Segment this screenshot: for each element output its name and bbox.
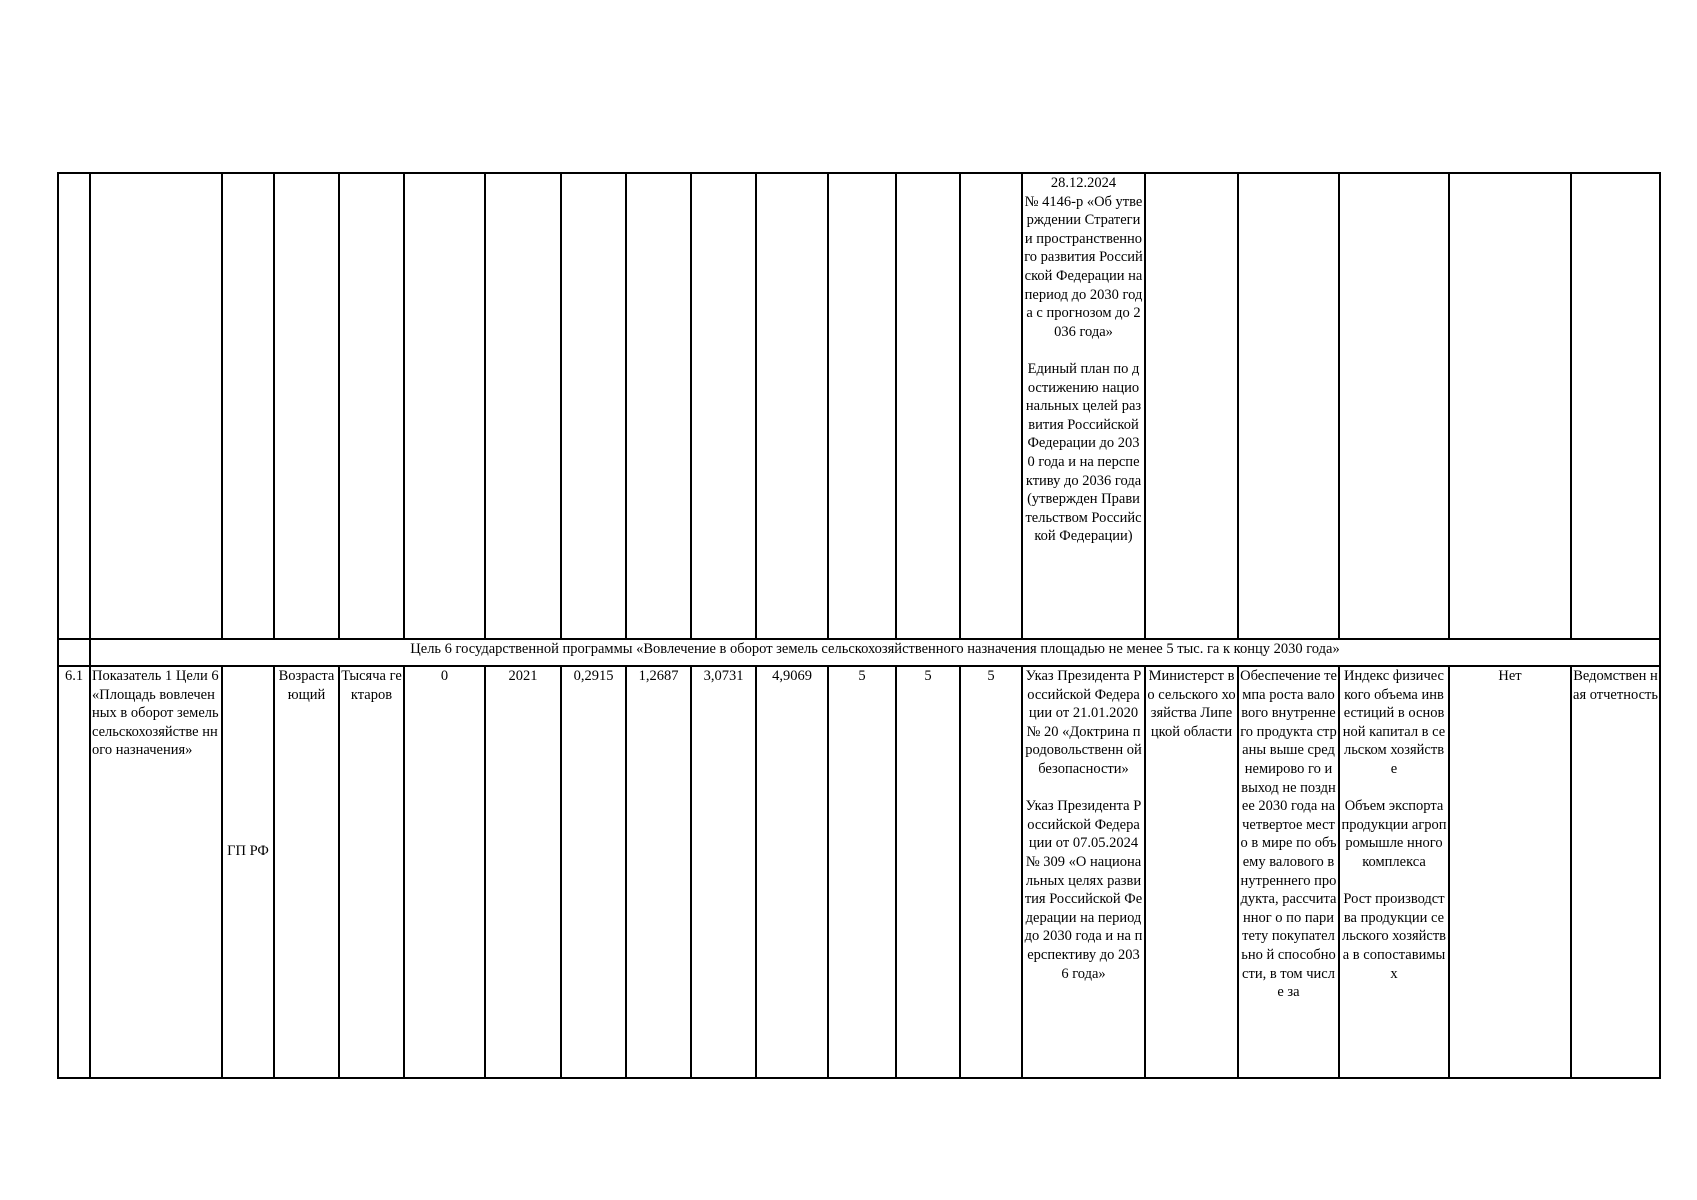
cell-empty — [828, 173, 896, 639]
indicator-basis-documents — [1022, 666, 1145, 1078]
related-indicator-production: Рост производства продукции сельского хозяйства в сопоставимых — [1341, 891, 1447, 982]
indicator-number: 6.1 — [58, 666, 90, 1078]
cell-empty — [274, 173, 339, 639]
goal-row — [58, 639, 1660, 666]
base-year: 2021 — [485, 666, 561, 1078]
related-indicator-export: Объем экспорта продукции агропромышле нного комплекса — [1341, 798, 1447, 870]
basis-strategy-line: № 4146-р «Об утверждении Стратегии пространственно го развития Российской Федерации на период до 2030 года с прогнозом до 2036 года» — [1024, 193, 1143, 340]
indicators-table — [57, 172, 1661, 1079]
cell-empty — [756, 173, 828, 639]
basis-date-line: 28.12.2024 — [1050, 175, 1117, 191]
basis-documents-continued — [1022, 173, 1145, 639]
value-year-1: 0,2915 — [561, 666, 626, 1078]
goal-title: Цель 6 государственной программы «Вовлечение в оборот земель сельскохозяйственного назначения площадью не менее 5 тыс. га к концу 2030 года» — [90, 639, 1660, 666]
basis-decree-national-goals: Указ Президента Российской Федерации от 07.05.2024 № 309 «О национальных целях развития Российской Федерации на период до 2030 года и на перспективу до 2036 года» — [1024, 798, 1143, 982]
cell-empty — [58, 639, 90, 666]
indicator-name: Показатель 1 Цели 6 «Площадь вовлеченных в оборот земель сельскохозяйстве нного назначения» — [90, 666, 222, 1078]
indicator-trend: Возраста ющий — [274, 666, 339, 1078]
cell-empty — [485, 173, 561, 639]
cell-empty — [90, 173, 222, 639]
cell-empty — [58, 173, 90, 639]
data-source: Ведомствен ная отчетность — [1571, 666, 1660, 1078]
cell-empty — [960, 173, 1022, 639]
cell-empty — [1145, 173, 1238, 639]
responsible-body: Министерст во сельского хозяйства Липецкой области — [1145, 666, 1238, 1078]
cell-empty — [896, 173, 960, 639]
value-year-4: 4,9069 — [756, 666, 828, 1078]
value-year-5: 5 — [828, 666, 896, 1078]
national-goal-text: Обеспечение темпа роста валового внутреннего продукта страны выше среднемирово го и выход не позднее 2030 года на четвертое место в мире по объему валового внутреннего продукта, рассчитанног о по паритету покупательно й способности, в том числе за — [1240, 668, 1337, 1001]
related-indicator-investments: Индекс физического объема инвестиций в основной капитал в сельском хозяйстве — [1342, 668, 1446, 777]
cell-empty — [1339, 173, 1449, 639]
cell-empty — [339, 173, 404, 639]
cell-empty — [1571, 173, 1660, 639]
continuation-row — [58, 173, 1660, 639]
gis-flag: Нет — [1449, 666, 1571, 1078]
value-year-3: 3,0731 — [691, 666, 756, 1078]
basis-decree-doctrine: Указ Президента Российской Федерации от 21.01.2020 № 20 «Доктрина продовольственн ой безопасности» — [1025, 668, 1142, 777]
cell-empty — [1238, 173, 1339, 639]
cell-empty — [404, 173, 485, 639]
indicator-level-text: ГП РФ — [227, 843, 269, 859]
related-indicators — [1339, 666, 1449, 1078]
indicator-level — [222, 666, 274, 1078]
base-value: 0 — [404, 666, 485, 1078]
cell-empty — [626, 173, 691, 639]
national-goal-link — [1238, 666, 1339, 1078]
cell-empty — [222, 173, 274, 639]
indicator-unit: Тысяча гектаров — [339, 666, 404, 1078]
cell-empty — [1449, 173, 1571, 639]
value-year-6: 5 — [896, 666, 960, 1078]
cell-empty — [561, 173, 626, 639]
cell-empty — [691, 173, 756, 639]
indicator-row — [58, 666, 1660, 1078]
value-year-2: 1,2687 — [626, 666, 691, 1078]
basis-unified-plan: Единый план по достижению национальных целей развития Российской Федерации до 2030 года и на перспективу до 2036 года (утвержден Правительством Российской Федерации) — [1025, 360, 1142, 545]
value-year-7: 5 — [960, 666, 1022, 1078]
